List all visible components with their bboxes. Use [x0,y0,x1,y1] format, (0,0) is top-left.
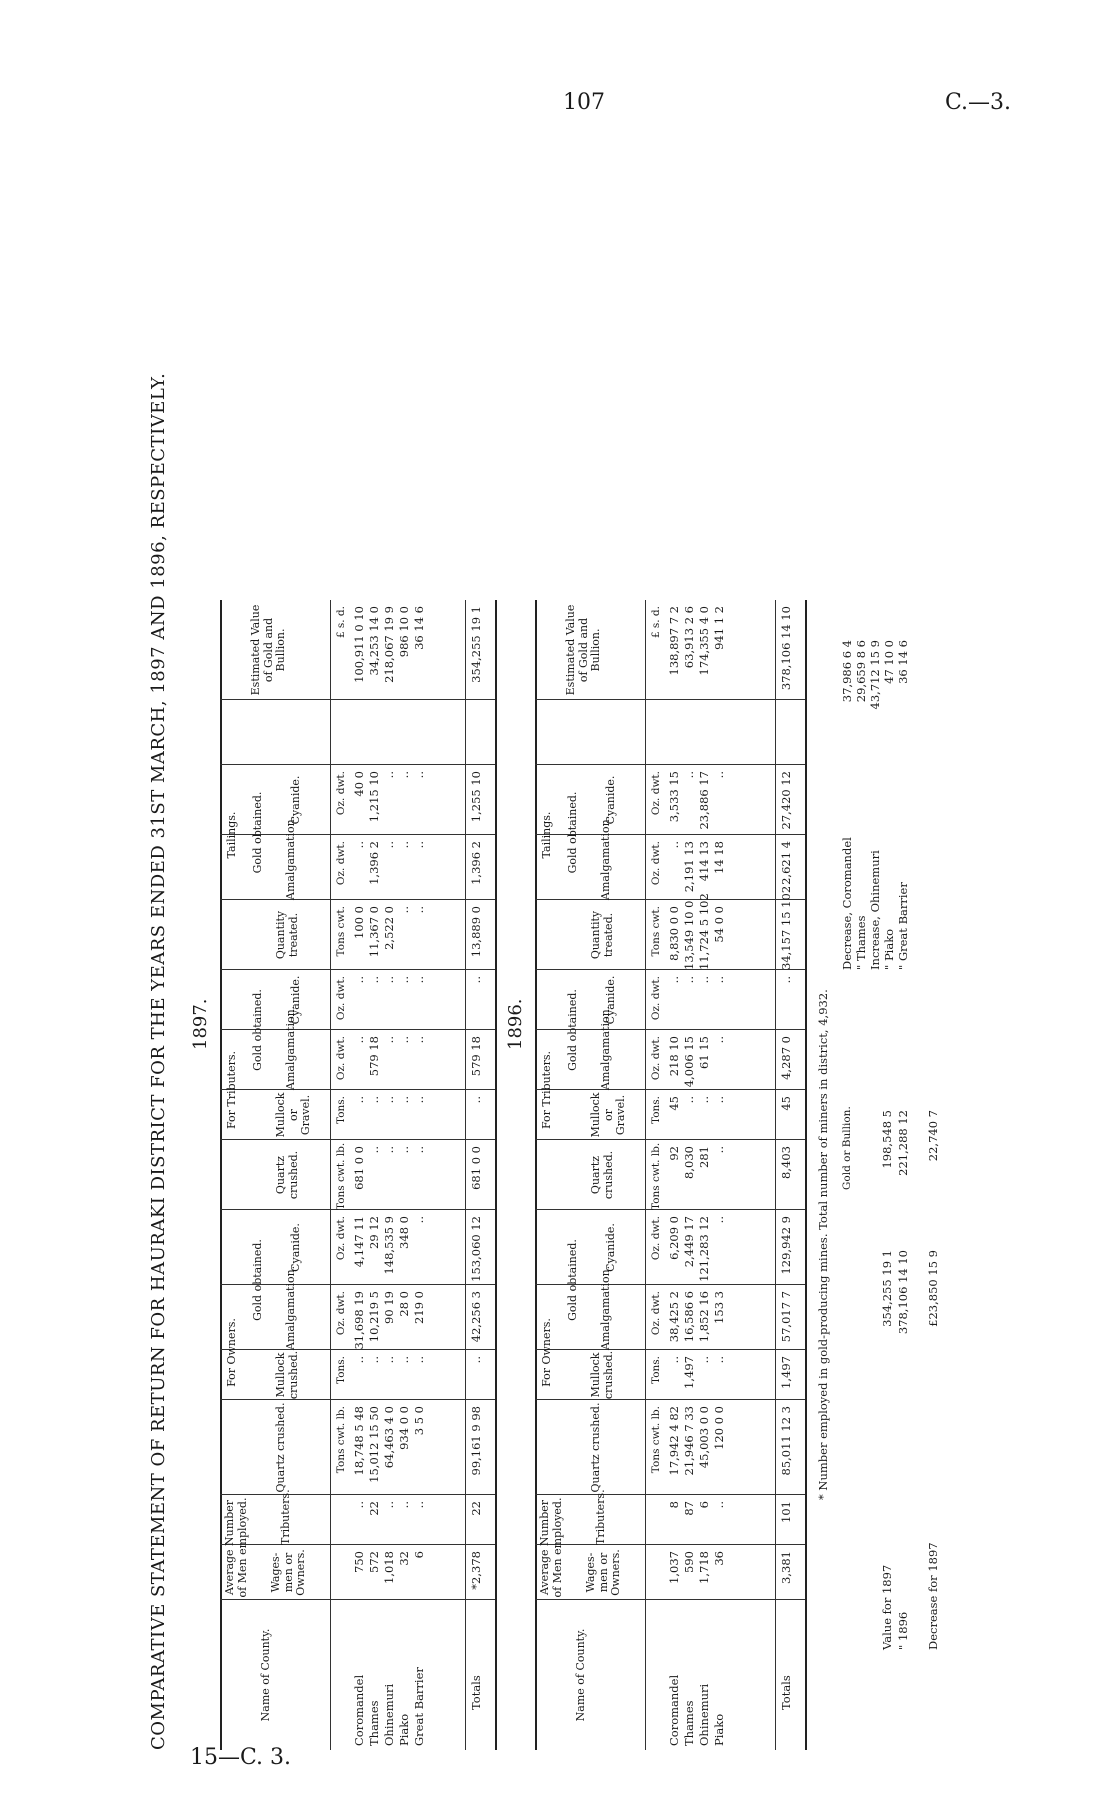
table-cell: 14 18 [712,841,726,874]
header-wages: Wages-men or Owners. [269,1549,308,1596]
totals-cell: 153,060 12 [469,1216,483,1282]
table-cell: 1,396 2 [367,841,381,885]
totals-cell: 99,161 9 98 [469,1406,483,1476]
table-cell: .. [412,976,426,984]
unit-label: Oz. dwt. [650,1216,662,1261]
table-cell: 10,219 5 [367,1291,381,1343]
table-cell: 572 [367,1551,381,1573]
table-cell: .. [397,1501,411,1509]
totals-cell: 42,256 3 [469,1291,483,1343]
table-cell: 750 [352,1551,366,1573]
year-1897-heading: 1897. [190,998,211,1050]
table-cell: 28 0 [397,1291,411,1317]
table-cell: .. [697,1356,711,1364]
unit-label: Tons cwt. lb. [650,1142,662,1210]
unit-label: Tons. [650,1356,662,1384]
table-cell: .. [697,1096,711,1104]
table-cell: 23,886 17 [697,771,711,830]
table-top-rule [220,600,222,1750]
totals-cell: .. [469,976,483,984]
table-cell: .. [697,976,711,984]
header-tailings: Tailings. [225,811,238,859]
header-tailings: Tailings. [540,811,553,859]
totals-cell: 85,011 12 3 [779,1406,793,1476]
table-cell: 21,946 7 33 [682,1406,696,1476]
table-cell: .. [397,1096,411,1104]
value-cell: 986 10 0 [397,606,411,658]
value-cell: 34,253 14 0 [367,606,381,676]
table-cell: 18,748 5 48 [352,1406,366,1476]
value-cell: 63,913 2 6 [682,606,696,669]
table-cell: .. [397,1036,411,1044]
header-cyanide-tailings: Cyanide. [289,775,302,825]
table-cell: .. [682,1096,696,1104]
summary-gold: 221,288 12 [896,1110,910,1176]
table-cell: 153 3 [712,1291,726,1324]
table-cell: 6,209 0 [667,1216,681,1260]
change-value: 36 14 6 [896,640,910,684]
header-wages: Wages-men or Owners. [584,1549,623,1596]
county-name: Thames [682,1700,696,1746]
table-cell: 36 [712,1551,726,1566]
table-cell: .. [712,771,726,779]
unit-label: Oz. dwt. [650,1036,662,1081]
table-cell: .. [382,976,396,984]
summary-value: 378,106 14 10 [896,1250,910,1335]
header-amalgamation-tailings: Amalgamation. [284,815,297,900]
county-name: Piako [712,1713,726,1746]
footnote: * Number employed in gold-producing mines. Total number of miners in district, 4,932. [816,989,830,1500]
header-mullock: Mullock crushed. [589,1350,615,1400]
county-name: Great Barrier [412,1667,426,1746]
table-cell: .. [412,1501,426,1509]
table-cell: .. [397,1146,411,1154]
header-quartz: Quartz crushed. [589,1402,602,1493]
table-cell: .. [712,1356,726,1364]
table-cell: .. [712,1146,726,1154]
table-cell: 8,030 [682,1146,696,1179]
table-cell: 11,724 5 102 [697,893,711,970]
table-cell: .. [412,906,426,914]
header-amalgamation-tributers: Amalgamation. [599,1005,612,1090]
table-cell: 1,037 [667,1551,681,1584]
table-cell: 934 0 0 [397,1406,411,1450]
table-cell: 31,698 19 [352,1291,366,1350]
header-bottom-rule [330,600,331,1750]
change-value: 47 10 0 [882,640,896,684]
table-cell: 87 [682,1501,696,1516]
table-cell: .. [712,976,726,984]
county-name: Coromandel [667,1674,681,1746]
unit-label: Tons. [650,1096,662,1124]
table-cell: .. [382,1501,396,1509]
totals-cell: 3,381 [779,1551,793,1584]
header-gold-obtained-tributers: Gold obtained. [566,989,579,1071]
totals-cell: 8,403 [779,1146,793,1179]
header-amalgamation-tributers: Amalgamation. [284,1005,297,1090]
header-gold-obtained-tailings: Gold obtained. [251,791,264,874]
table-cell: .. [382,1356,396,1364]
summary-label: " 1896 [896,1611,910,1650]
table-cell: 13,549 10 0 [682,900,696,970]
table-top-rule [535,600,537,1750]
totals-cell: .. [469,1356,483,1364]
table-cell: 4,147 11 [352,1216,366,1268]
unit-label: Oz. dwt. [650,976,662,1021]
change-value: 43,712 15 9 [868,640,882,710]
value-cell: 174,355 4 0 [697,606,711,676]
totals-cell: 1,396 2 [469,841,483,885]
table-cell: 2,191 13 [682,841,696,893]
totals-cell: 1,255 10 [469,771,483,823]
table-cell: .. [397,976,411,984]
table-cell: 61 15 [697,1036,711,1069]
table-cell: 3,533 15 [667,771,681,823]
table-bottom-rule [805,600,807,1750]
table-cell: 45 [667,1096,681,1111]
page-number: 107 [563,90,605,115]
table-cell: .. [367,976,381,984]
header-cyanide-tailings: Cyanide. [604,775,617,825]
unit-label: Oz. dwt. [335,841,347,886]
value-cell: 36 14 6 [412,606,426,650]
change-label: Decrease, Coromandel [840,837,854,970]
table-cell: .. [397,771,411,779]
totals-cell: .. [469,1096,483,1104]
change-label: " Thames [854,915,868,970]
table-cell: 29 12 [367,1216,381,1249]
totals-value: 378,106 14 10 [779,606,793,691]
totals-label: Totals [779,1675,793,1710]
table-cell: .. [382,1146,396,1154]
table-cell: 22 [367,1501,381,1516]
county-name: Ohinemuri [697,1683,711,1746]
table-cell: 579 18 [367,1036,381,1077]
statement-title: COMPARATIVE STATEMENT OF RETURN FOR HAURAKI DISTRICT FOR THE YEARS ENDED 31ST MARCH, 1897 AND 1896, RESPECTIVELY. [148,372,169,1750]
table-cell: .. [352,1356,366,1364]
table-cell: 100 0 [352,906,366,939]
table-cell: .. [352,1501,366,1509]
unit-label: Oz. dwt. [335,771,347,816]
table-cell: .. [712,1036,726,1044]
table-cell: .. [412,1036,426,1044]
header-cyanide: Cyanide. [604,1223,617,1272]
table-cell: .. [367,1146,381,1154]
table-cell: 120 0 0 [712,1406,726,1450]
summary-label: Value for 1897 [880,1564,894,1650]
totals-cell: 681 0 0 [469,1146,483,1190]
table-cell: 54 0 0 [712,906,726,943]
header-amalgamation: Amalgamation. [284,1265,297,1350]
summary-gold: 198,548 5 [880,1110,894,1169]
table-cell: .. [712,1216,726,1224]
header-bottom-rule [645,600,646,1750]
table-cell: 38,425 2 [667,1291,681,1343]
table-cell: .. [397,1356,411,1364]
table-cell: 1,215 10 [367,771,381,823]
summary-value: £23,850 15 9 [926,1250,940,1327]
header-avg-men: Average Number of Men employed. [223,1497,249,1598]
header-for-tributers: For Tributers. [225,1051,238,1129]
table-cell: 414 13 [697,841,711,882]
table-cell: 6 [697,1501,711,1509]
unit-label: Oz. dwt. [650,841,662,886]
table-cell: 121,283 12 [697,1216,711,1282]
totals-cell: 45 [779,1096,793,1111]
unit-label: Oz. dwt. [650,771,662,816]
header-cyanide: Cyanide. [289,1223,302,1272]
totals-cell: 4,287 0 [779,1036,793,1080]
unit-label: Tons. [335,1096,347,1124]
table-cell: .. [352,1036,366,1044]
table-cell: .. [712,1501,726,1509]
header-estimated-value: Estimated Value of Gold and Bullion. [249,604,288,696]
table-cell: 16,586 6 [682,1291,696,1343]
table-cell: 2,449 17 [682,1216,696,1268]
table-cell: 8 [667,1501,681,1509]
change-value: 37,986 6 4 [840,640,854,703]
header-mullock: Mullock crushed. [274,1350,300,1400]
header-cyanide-tributers: Cyanide. [289,975,302,1025]
value-cell: 138,897 7 2 [667,606,681,676]
table-cell: 1,018 [382,1551,396,1584]
table-cell: .. [382,1096,396,1104]
header-estimated-value: Estimated Value of Gold and Bullion. [564,604,603,696]
totals-cell: 57,017 7 [779,1291,793,1343]
change-label: " Piako [882,928,896,970]
county-name: Piako [397,1713,411,1746]
totals-cell: 129,942 9 [779,1216,793,1275]
table-cell: .. [667,976,681,984]
unit-label: £ s. d. [650,606,662,639]
totals-cell: .. [779,976,793,984]
table-cell: 92 [667,1146,681,1161]
totals-cell: 1,497 [779,1356,793,1389]
table-cell: .. [667,841,681,849]
value-cell: 941 1 2 [712,606,726,650]
unit-label: Tons. [335,1356,347,1384]
table-cell: .. [412,1216,426,1224]
rotated-table-area [140,150,1040,1750]
table-cell: .. [382,1036,396,1044]
totals-cell: 22 [469,1501,483,1516]
header-gold-obtained-tailings: Gold obtained. [566,791,579,874]
header-for-owners: For Owners. [225,1318,238,1387]
change-label: Increase, Ohinemuri [868,850,882,970]
table-cell: .. [352,841,366,849]
table-cell: 32 [397,1551,411,1566]
table-cell: 45,003 0 0 [697,1406,711,1469]
totals-cell: *2,378 [469,1551,483,1590]
header-quartz-tributers: Quartz crushed. [589,1150,615,1200]
unit-label: Tons cwt. [650,906,662,957]
table-cell: 17,942 4 82 [667,1406,681,1476]
table-cell: 6 [412,1551,426,1559]
table-cell: 219 0 [412,1291,426,1324]
totals-rule [465,600,466,1750]
table-cell: 2,522 0 [382,906,396,950]
summary-value: 354,255 19 1 [880,1250,894,1327]
county-name: Coromandel [352,1674,366,1746]
table-cell: .. [667,1356,681,1364]
table-cell: 348 0 [397,1216,411,1249]
table-cell: 590 [682,1551,696,1573]
table-cell: .. [412,1096,426,1104]
totals-cell: 13,889 0 [469,906,483,958]
table-cell: .. [412,1356,426,1364]
totals-rule [775,600,776,1750]
unit-label: Tons cwt. [335,906,347,957]
table-cell: 148,535 9 [382,1216,396,1275]
table-cell: .. [397,841,411,849]
totals-label: Totals [469,1675,483,1710]
table-cell: .. [367,1096,381,1104]
unit-label: Oz. dwt. [650,1291,662,1336]
header-gold-obtained: Gold obtained. [251,1239,264,1321]
unit-label: Tons cwt. lb. [335,1142,347,1210]
unit-label: Oz. dwt. [335,976,347,1021]
header-county: Name of County. [574,1628,587,1722]
table-cell: .. [367,1356,381,1364]
unit-label: Tons cwt. lb. [650,1406,662,1474]
header-tributers: Tributers. [279,1489,292,1545]
table-cell: .. [682,976,696,984]
value-cell: 218,067 19 9 [382,606,396,683]
county-name: Ohinemuri [382,1683,396,1746]
table-cell: 681 0 0 [352,1146,366,1190]
table-cell: .. [382,771,396,779]
header-quartz-tributers: Quartz crushed. [274,1150,300,1200]
header-amalgamation: Amalgamation. [599,1265,612,1350]
county-name: Thames [367,1700,381,1746]
table-cell: .. [682,771,696,779]
header-mullock-gravel: Mullock or Gravel. [274,1092,313,1138]
summary-label: Decrease for 1897 [926,1542,940,1650]
header-avg-men: Average Number of Men employed. [538,1497,564,1598]
table-cell: 1,718 [697,1551,711,1584]
table-cell: 4,006 15 [682,1036,696,1088]
header-quantity-treated: Quantity treated. [589,910,615,960]
unit-label: £ s. d. [335,606,347,639]
table-cell: 90 19 [382,1291,396,1324]
table-cell: 64,463 4 0 [382,1406,396,1469]
totals-cell: 2,621 4 [779,841,793,885]
header-gold-obtained-tributers: Gold obtained. [251,989,264,1071]
table-cell: 15,012 15 50 [367,1406,381,1483]
gold-bullion-header: Gold or Bullion. [841,1106,853,1190]
header-mullock-gravel: Mullock or Gravel. [589,1092,628,1138]
table-cell: 1,852 16 [697,1291,711,1343]
table-cell: 218 10 [667,1036,681,1077]
table-cell: .. [397,906,411,914]
header-gold-obtained: Gold obtained. [566,1239,579,1321]
unit-label: Oz. dwt. [335,1291,347,1336]
totals-cell: 101 [779,1501,793,1523]
table-cell: .. [412,771,426,779]
unit-label: Tons cwt. lb. [335,1406,347,1474]
header-county: Name of County. [259,1628,272,1722]
header-for-owners: For Owners. [540,1318,553,1387]
value-cell: 100,911 0 10 [352,606,366,683]
table-cell: 40 0 [352,771,366,797]
table-cell: 1,497 [682,1356,696,1389]
unit-label: Oz. dwt. [335,1036,347,1081]
footer-reference: 15—C. 3. [190,1745,292,1770]
header-quantity-treated: Quantity treated. [274,910,300,960]
table-cell: .. [712,1096,726,1104]
table-cell: .. [412,841,426,849]
header-tributers: Tributers. [594,1489,607,1545]
table-cell: 8,830 0 0 [667,906,681,961]
table-cell: .. [412,1146,426,1154]
summary-gold: 22,740 7 [926,1110,940,1162]
header-quartz: Quartz crushed. [274,1402,287,1493]
change-value: 29,659 8 6 [854,640,868,703]
document-reference: C.—3. [945,90,1012,115]
table-cell: 11,367 0 [367,906,381,958]
header-amalgamation-tailings: Amalgamation. [599,815,612,900]
table-cell: .. [352,976,366,984]
table-cell: 3 5 0 [412,1406,426,1436]
totals-cell: 34,157 15 102 [779,885,793,970]
table-cell: 281 [697,1146,711,1168]
unit-label: Oz. dwt. [335,1216,347,1261]
table-cell: .. [382,841,396,849]
header-cyanide-tributers: Cyanide. [604,975,617,1025]
totals-value: 354,255 19 1 [469,606,483,683]
year-1896-heading: 1896. [505,998,526,1050]
table-bottom-rule [495,600,497,1750]
change-label: " Great Barrier [896,882,910,970]
table-cell: .. [352,1096,366,1104]
totals-cell: 579 18 [469,1036,483,1077]
header-for-tributers: For Tributers. [540,1051,553,1129]
totals-cell: 27,420 12 [779,771,793,830]
